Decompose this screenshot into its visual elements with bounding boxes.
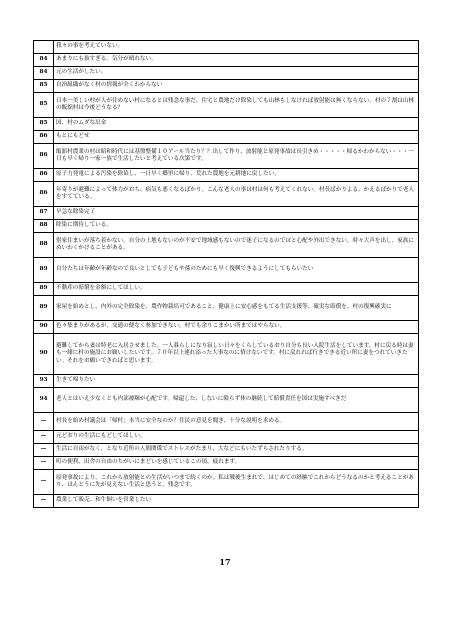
response-text: 元どおりの生活にもどしてほしい。 <box>54 431 419 444</box>
respondent-number: 88 <box>34 220 54 233</box>
respondent-number: 84 <box>34 67 54 80</box>
respondent-number: 86 <box>34 144 54 169</box>
response-text: 早急な除染完了 <box>54 207 419 220</box>
table-row <box>34 169 419 182</box>
response-text: 自分たちは年齢が年齢なので良いとしても子どもや孫のためにも早く復興できるようにしてもらいたい <box>54 258 419 283</box>
respondent-number: 93 <box>34 375 54 388</box>
table-row <box>34 413 419 431</box>
respondent-number: 86 <box>34 169 54 182</box>
respondent-number: 85 <box>34 80 54 93</box>
response-text: 農業して販売、和牛飼いを営業したい <box>54 495 419 508</box>
response-text: 避難してから妻は特老に入居させました。一人暮らしになり寂しい日々をくらしているおり自分も長い入院生活をしています。村に戻る時は妻も一緒に村の施設にお願いしたいです。７０年以上連れ添った大事なのに情けないです。村に戻れれば行きできる近い所に妻をつれていきたい。それをお願いできればと思います。 <box>54 334 419 375</box>
table-row <box>34 131 419 144</box>
table-row <box>34 375 419 388</box>
respondent-number: 87 <box>34 207 54 220</box>
table-row <box>34 321 419 334</box>
respondent-number: 86 <box>34 182 54 207</box>
respondent-number: 90 <box>34 321 54 334</box>
table-row <box>34 296 419 321</box>
page-number: 17 <box>219 557 231 567</box>
responses-table <box>33 40 419 508</box>
table-row <box>34 283 419 296</box>
respondent-number: 89 <box>34 296 54 321</box>
table-row <box>34 220 419 233</box>
respondent-number: — <box>34 444 54 457</box>
table-row <box>34 444 419 457</box>
response-text: 生きて帰りたい <box>54 375 419 388</box>
response-text: 不動産の賠償を金額にしてほしい。 <box>54 283 419 296</box>
respondent-number <box>34 41 54 54</box>
respondent-number: — <box>34 495 54 508</box>
response-text: 原子力発電による汚染を除染し、一日早く郷里に帰り、荒れた農地を元耕地に戻したい。 <box>54 169 419 182</box>
table-row <box>34 41 419 54</box>
table-row <box>34 118 419 131</box>
table-row <box>34 93 419 118</box>
response-text: 家屋を始めとし、内外の完全除染を、農作物栽培可であること、健康上に安心感をもてる生活支援等、確実な賠償を、村の復興確実に <box>54 296 419 321</box>
responses-table-body <box>34 41 419 508</box>
table-row <box>34 258 419 283</box>
response-text: あまりにも抜すぎる。気分が晴れない。 <box>54 54 419 67</box>
response-text: 町の便利、田舎の自由のちがいにまどいを感じているこの頃、疲れます。 <box>54 457 419 470</box>
table-row <box>34 457 419 470</box>
respondent-number: 88 <box>34 233 54 258</box>
respondent-number: — <box>34 413 54 431</box>
table-row <box>34 67 419 80</box>
respondent-number: 89 <box>34 283 54 296</box>
response-text: 自治組織がなく村の情報が全くわからない <box>54 80 419 93</box>
response-text: 原発事故により、これから放射能との生活がいつまで続くのか。私は戦後生まれで、はじめての経験でこれからどうなるのかと考えることがあり、ほんとうに先が見えない生活と思うと、残念です。 <box>54 470 419 495</box>
response-text: 老人とはいえ少なくとも内部被曝が心配です。帰還した、しないに限らず体の継続して賠償責任を国は実施すべきだ <box>54 388 419 413</box>
response-text: 村長を始め村議会は「帰村」本当に安全なのか？住民の意見を聞き、十分な説明を求める。 <box>54 413 419 431</box>
response-text: 年寄りが避難によって体力がおち、病気も悪くなるばかり。こんな老人の事は村は何も考えてくれない。村長ばかりよる、かえるばかりで老人をすてている。 <box>54 182 419 207</box>
table-row <box>34 431 419 444</box>
table-row <box>34 334 419 375</box>
response-text: 生活に自由がなく、となり近所の人間関係でストレスがたまり、大などにもいたずらされたりする。 <box>54 444 419 457</box>
respondent-number: 94 <box>34 388 54 413</box>
table-row <box>34 54 419 67</box>
table-row <box>34 233 419 258</box>
table-row <box>34 144 419 169</box>
response-text: 除染に期待している。 <box>54 220 419 233</box>
respondent-number: — <box>34 431 54 444</box>
response-text: 国、村のムダな出金 <box>54 118 419 131</box>
table-row <box>34 207 419 220</box>
responses-sheet <box>33 40 419 508</box>
table-row <box>34 182 419 207</box>
respondent-number: 85 <box>34 118 54 131</box>
response-text: 飯舘村農業の村は昭和時代には基盤整備１０アール当たり？？出して作り、放射能と原発事故は長引きめ・・・・・帰るかわからない・・・一日も早く帰り一家一族で生活したいと考えている次第です。 <box>54 144 419 169</box>
table-row <box>34 388 419 413</box>
respondent-number: 90 <box>34 334 54 375</box>
response-text: 色々集まりがあるが、交通の便なく参加できない。村でも余りこまかい所まではやらない。 <box>54 321 419 334</box>
response-text: 借家住まいが落ち着かない。自分の土地もないのが不安で地域感もないので迷子になるのではと心配や外出できない。時々大声を出し、家族にめいわくかけることがある。 <box>54 233 419 258</box>
response-text: もとにもどせ <box>54 131 419 144</box>
respondent-number: 84 <box>34 54 54 67</box>
response-text: 日本一美しい村が人が住めない村になるとは残念な事だ。住宅と農地だけ除染しても山林もしなければ放射能は無くならない。村の７割は山林の飯舘村は今後どうなる？ <box>54 93 419 118</box>
respondent-number: 89 <box>34 258 54 283</box>
table-row <box>34 495 419 508</box>
respondent-number: — <box>34 457 54 470</box>
respondent-number: 85 <box>34 93 54 118</box>
table-row <box>34 470 419 495</box>
respondent-number: 86 <box>34 131 54 144</box>
table-row <box>34 80 419 93</box>
respondent-number: — <box>34 470 54 495</box>
response-text: 元の生活がしたい。 <box>54 67 419 80</box>
response-text: 我々の事を考えていない。 <box>54 41 419 54</box>
